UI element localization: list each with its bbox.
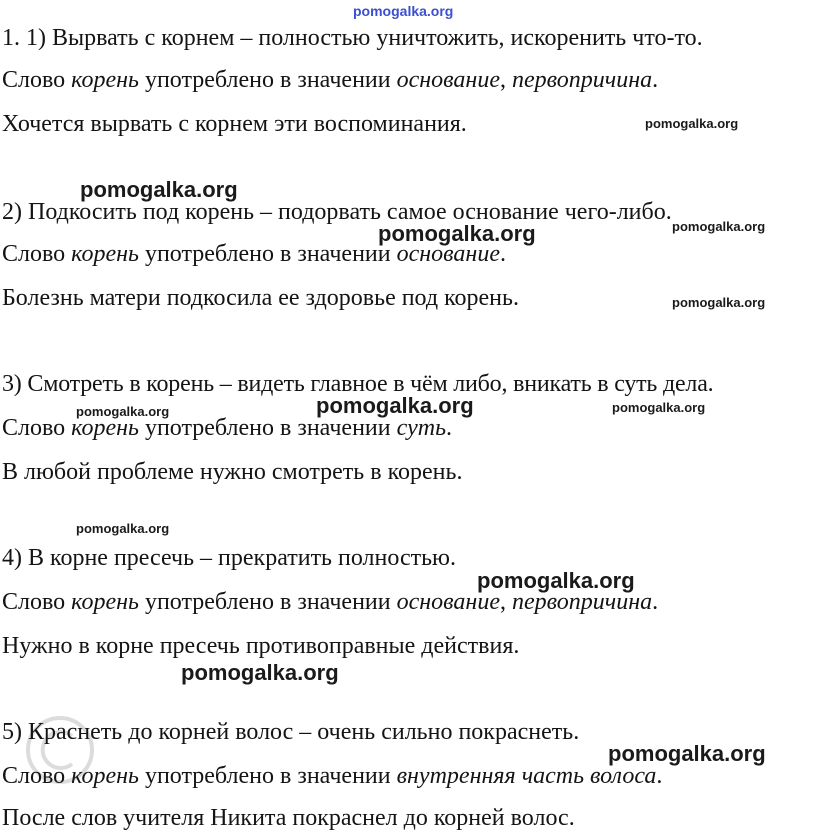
section-1-meaning: Слово корень употреблено в значении основание, первопричина. xyxy=(2,67,659,93)
section-5-meaning: Слово корень употреблено в значении внутренняя часть волоса. xyxy=(2,763,663,789)
watermark-big: pomogalka.org xyxy=(181,660,339,685)
watermark-small: pomogalka.org xyxy=(76,404,170,419)
section-4-example: Нужно в корне пресечь противоправные действия. xyxy=(2,633,520,659)
section-3-meaning: Слово корень употреблено в значении суть. xyxy=(2,415,453,441)
watermark-small: pomogalka.org xyxy=(612,400,706,415)
section-5-heading: 5) Краснеть до корней волос – очень сильно покраснеть. xyxy=(2,719,580,745)
section-5-example: После слов учителя Никита покраснел до корней волос. xyxy=(2,805,575,831)
section-4-meaning: Слово корень употреблено в значении основание, первопричина. xyxy=(2,589,659,615)
section-3-heading: 3) Смотреть в корень – видеть главное в чём либо, вникать в суть дела. xyxy=(2,371,714,397)
watermark-big: pomogalka.org xyxy=(477,568,635,593)
section-1-heading: 1. 1) Вырвать с корнем – полностью уничтожить, искоренить что-то. xyxy=(2,25,703,51)
section-2-example: Болезнь матери подкосила ее здоровье под корень. xyxy=(2,285,519,311)
section-3-example: В любой проблеме нужно смотреть в корень. xyxy=(2,459,463,485)
section-2-heading: 2) Подкосить под корень – подорвать самое основание чего-либо. xyxy=(2,199,672,225)
watermark-small: pomogalka.org xyxy=(76,521,170,536)
watermark-small: pomogalka.org xyxy=(672,219,766,234)
watermark-big: pomogalka.org xyxy=(80,177,238,202)
watermark-small xyxy=(700,0,707,1)
watermark-big: pomogalka.org xyxy=(608,741,766,766)
watermark-big: pomogalka.org xyxy=(316,393,474,418)
watermark-small: pomogalka.org xyxy=(645,116,739,131)
section-1-example: Хочется вырвать с корнем эти воспоминания. xyxy=(2,111,467,137)
watermark-small: pomogalka.org xyxy=(672,295,766,310)
top-watermark: pomogalka.org xyxy=(353,3,454,19)
section-4-heading: 4) В корне пресечь – прекратить полностью. xyxy=(2,545,456,571)
watermark-big: pomogalka.org xyxy=(378,221,536,246)
section-2-meaning: Слово корень употреблено в значении основание. xyxy=(2,241,506,267)
